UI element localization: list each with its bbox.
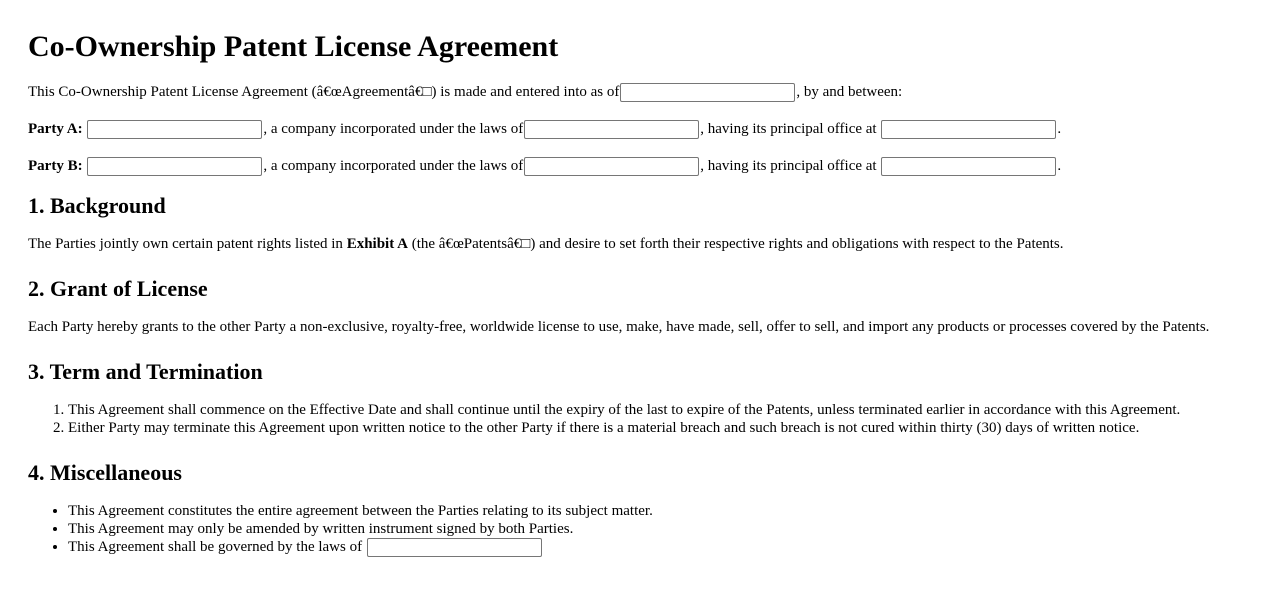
list-item: 1. This Agreement shall commence on the Effective Date and shall continue until the expiry of the last to expire of the Patents, unless terminated earlier in accordance with this Agreement. (68, 401, 1250, 419)
agreement-content (28, 0, 1250, 557)
misc-list (28, 502, 1250, 557)
grant-heading: 2. Grant of License (28, 276, 208, 301)
background-text: The Parties jointly own certain patent rights listed in (28, 236, 343, 252)
background-paragraph (28, 235, 1250, 253)
term-list (28, 401, 1250, 437)
misc-heading: 4. Miscellaneous (28, 460, 182, 485)
party-a-office-text: , having its principal office at (700, 121, 877, 137)
term-heading: 3. Term and Termination (28, 359, 263, 384)
party-a-address-input[interactable] (881, 120, 1056, 139)
party-b-label: Party B: (28, 158, 83, 174)
list-item: • This Agreement may only be amended by written instrument signed by both Parties. (68, 520, 1250, 538)
list-item: • This Agreement constitutes the entire agreement between the Parties relating to its subject matter. (68, 502, 1250, 520)
list-item (68, 538, 1250, 557)
governing-law-input[interactable] (367, 538, 542, 557)
governing-law-text: This Agreement shall be governed by the laws of (68, 539, 363, 555)
intro-text: This Co-Ownership Patent License Agreement (â€œAgreementâ€□) is made and entered into as of (28, 84, 620, 100)
party-b-row (28, 155, 1250, 177)
exhibit-reference: Exhibit A (346, 236, 408, 252)
intro-paragraph (28, 81, 1250, 103)
intro-text-end: , by and between: (796, 84, 903, 100)
party-a-end: . (1057, 121, 1062, 137)
list-item: 2. Either Party may terminate this Agreement upon written notice to the other Party if there is a material breach and such breach is not cured within thirty (30) days of written notice. (68, 419, 1250, 437)
party-b-jurisdiction-input[interactable] (524, 157, 699, 176)
background-text-end: (the â€œPatentsâ€□) and desire to set forth their respective rights and obligations with respect to the Patents. (411, 236, 1064, 252)
party-b-end: . (1057, 158, 1062, 174)
party-b-name-input[interactable] (87, 157, 262, 176)
party-b-incorporated-text: , a company incorporated under the laws of (263, 158, 524, 174)
party-a-incorporated-text: , a company incorporated under the laws of (263, 121, 524, 137)
background-heading: 1. Background (28, 193, 166, 218)
effective-date-input[interactable] (620, 83, 795, 102)
grant-paragraph: Each Party hereby grants to the other Party a non-exclusive, royalty-free, worldwide license to use, make, have made, sell, offer to sell, and import any products or processes covered by the Patents. (28, 319, 1210, 335)
page-title: Co-Ownership Patent License Agreement (28, 30, 559, 63)
party-a-row (28, 118, 1250, 140)
party-a-label: Party A: (28, 121, 83, 137)
party-b-address-input[interactable] (881, 157, 1056, 176)
party-a-jurisdiction-input[interactable] (524, 120, 699, 139)
party-b-office-text: , having its principal office at (700, 158, 877, 174)
party-a-name-input[interactable] (87, 120, 262, 139)
